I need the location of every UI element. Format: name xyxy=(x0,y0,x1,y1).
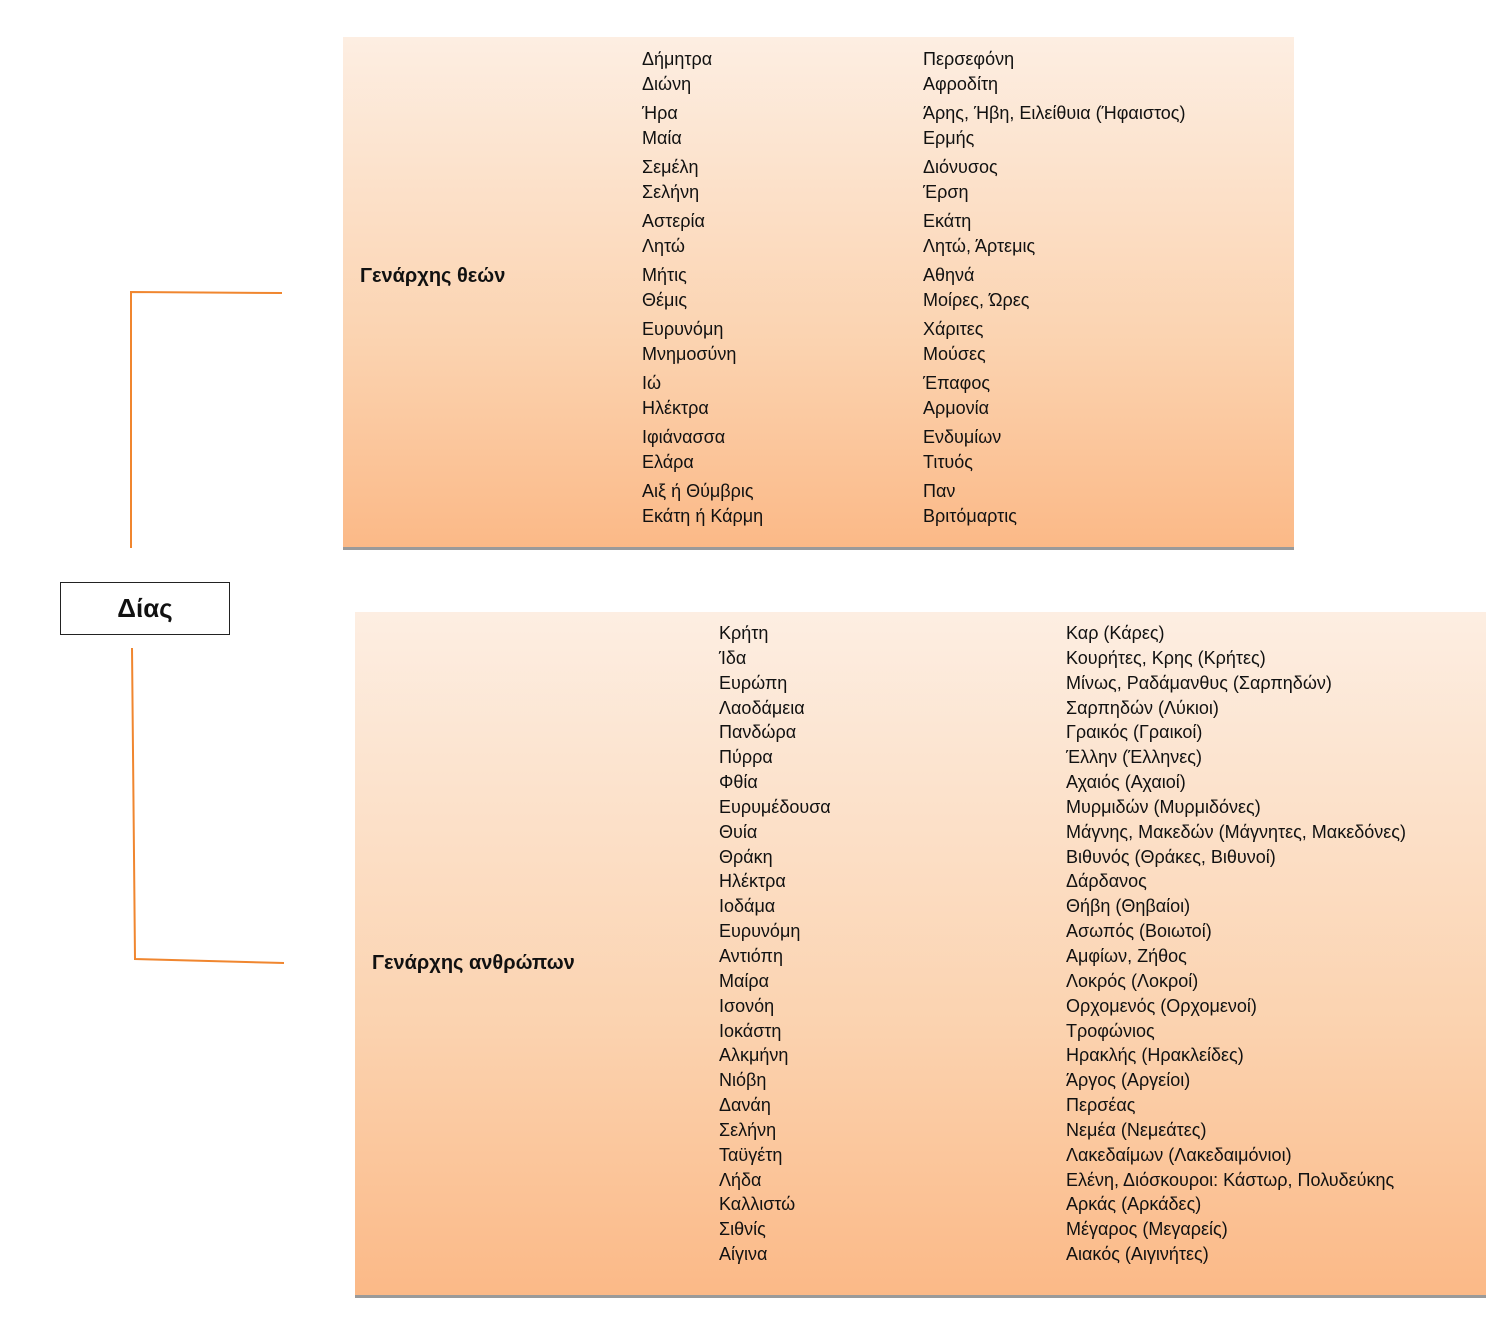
list-item: Μνημοσύνη xyxy=(642,344,737,364)
list-item: Περσεφόνη xyxy=(923,49,1015,69)
panel-gods-title: Γενάρχης θεών xyxy=(360,265,506,287)
list-item: Ίδα xyxy=(719,647,747,668)
list-item: Δανάη xyxy=(719,1095,771,1116)
list-item: Έλλην (Έλληνες) xyxy=(1066,747,1202,768)
list-item: Μαία xyxy=(642,128,682,148)
list-item: Ήρα xyxy=(642,103,678,123)
list-item: Έρση xyxy=(923,182,969,202)
list-item: Αθηνά xyxy=(923,265,975,285)
list-item: Πύρρα xyxy=(719,747,773,768)
list-item: Ιφιάνασσα xyxy=(642,427,726,447)
list-item: Φθία xyxy=(719,772,758,793)
list-item: Αρμονία xyxy=(923,398,990,418)
list-item: Ιώ xyxy=(642,373,662,393)
men-offspring-column xyxy=(1066,621,1406,1267)
list-item: Μαίρα xyxy=(719,970,770,991)
list-item: Ηλέκτρα xyxy=(719,871,786,892)
panel-men-title: Γενάρχης ανθρώπων xyxy=(372,952,575,974)
list-item: Ερμής xyxy=(923,128,975,148)
list-item: Λήδα xyxy=(719,1169,762,1190)
list-item: Λαοδάμεια xyxy=(719,697,805,718)
list-item: Ευρυνόμη xyxy=(642,319,724,339)
list-item: Αιξ ή Θύμβρις xyxy=(642,481,754,501)
list-item: Ευρώπη xyxy=(719,672,788,693)
list-item: Σεμέλη xyxy=(642,157,699,177)
list-item: Μέγαρος (Μεγαρείς) xyxy=(1066,1219,1228,1240)
list-item: Σελήνη xyxy=(642,182,700,202)
list-item: Νεμέα (Νεμεάτες) xyxy=(1066,1119,1207,1140)
connector-to-gods xyxy=(131,292,282,548)
list-item: Ευρυνόμη xyxy=(719,921,801,942)
list-item: Άρης, Ήβη, Ειλείθυια (Ήφαιστος) xyxy=(923,103,1186,123)
gods-mothers-column xyxy=(642,47,763,529)
root-node-zeus xyxy=(60,582,230,635)
list-item: Αρκάς (Αρκάδες) xyxy=(1066,1194,1202,1215)
list-item: Θέμις xyxy=(642,290,688,310)
list-item: Παν xyxy=(923,481,956,501)
list-item: Ασωπός (Βοιωτοί) xyxy=(1066,921,1212,942)
list-item: Πανδώρα xyxy=(719,722,797,743)
list-item: Αντιόπη xyxy=(719,945,783,966)
list-item: Μούσες xyxy=(923,344,986,364)
list-item: Αλκμήνη xyxy=(719,1045,789,1066)
list-item: Ηλέκτρα xyxy=(642,398,709,418)
list-item: Ιοδάμα xyxy=(719,896,776,917)
list-item: Εκάτη xyxy=(923,211,972,231)
list-item: Αιακός (Αιγινήτες) xyxy=(1066,1244,1209,1265)
men-mothers-column xyxy=(719,621,831,1267)
list-item: Αφροδίτη xyxy=(923,74,999,94)
list-item: Ισονόη xyxy=(719,995,775,1016)
panel-gods xyxy=(343,37,1294,550)
list-item: Θήβη (Θηβαίοι) xyxy=(1066,896,1191,917)
panel-men xyxy=(355,612,1486,1298)
list-item: Ελάρα xyxy=(642,452,694,472)
list-item: Καρ (Κάρες) xyxy=(1066,623,1165,643)
list-item: Θυία xyxy=(719,821,758,842)
list-item: Διώνη xyxy=(642,74,692,94)
list-item: Έπαφος xyxy=(923,373,991,393)
list-item: Νιόβη xyxy=(719,1070,767,1091)
list-item: Λοκρός (Λοκροί) xyxy=(1066,970,1199,991)
list-item: Γραικός (Γραικοί) xyxy=(1066,722,1203,743)
list-item: Αχαιός (Αχαιοί) xyxy=(1066,772,1186,793)
list-item: Μυρμιδών (Μυρμιδόνες) xyxy=(1066,796,1261,817)
list-item: Εκάτη ή Κάρμη xyxy=(642,506,764,526)
list-item: Αίγινα xyxy=(719,1244,768,1265)
root-label: Δίας xyxy=(117,593,173,623)
list-item: Ευρυμέδουσα xyxy=(719,796,831,817)
list-item: Ελένη, Διόσκουροι: Κάστωρ, Πολυδεύκης xyxy=(1066,1169,1395,1190)
list-item: Δάρδανος xyxy=(1066,871,1147,892)
list-item: Αστερία xyxy=(642,211,705,231)
list-item: Χάριτες xyxy=(923,319,984,339)
list-item: Άργος (Αργείοι) xyxy=(1066,1070,1191,1091)
list-item: Μάγνης, Μακεδών (Μάγνητες, Μακεδόνες) xyxy=(1066,821,1406,842)
list-item: Διόνυσος xyxy=(923,157,998,177)
list-item: Λακεδαίμων (Λακεδαιμόνιοι) xyxy=(1066,1144,1292,1165)
list-item: Μήτις xyxy=(642,265,687,285)
list-item: Αμφίων, Ζήθος xyxy=(1066,945,1187,966)
list-item: Δήμητρα xyxy=(642,49,713,69)
list-item: Κρήτη xyxy=(719,623,769,643)
gods-offspring-column xyxy=(923,47,1185,529)
list-item: Λητώ xyxy=(642,236,685,256)
list-item: Λητώ, Άρτεμις xyxy=(923,236,1036,256)
list-item: Βριτόμαρτις xyxy=(923,506,1017,526)
list-item: Σιθνίς xyxy=(719,1219,766,1240)
list-item: Τροφώνιος xyxy=(1066,1020,1155,1041)
list-item: Ηρακλής (Ηρακλείδες) xyxy=(1066,1045,1244,1066)
list-item: Βιθυνός (Θράκες, Βιθυνοί) xyxy=(1066,846,1276,867)
list-item: Τιτυός xyxy=(923,452,973,472)
list-item: Περσέας xyxy=(1066,1095,1136,1116)
list-item: Ιοκάστη xyxy=(719,1020,782,1041)
list-item: Μοίρες, Ώρες xyxy=(923,290,1030,310)
list-item: Ταϋγέτη xyxy=(719,1144,783,1165)
list-item: Ενδυμίων xyxy=(923,427,1002,447)
list-item: Κουρήτες, Κρης (Κρήτες) xyxy=(1066,647,1266,668)
list-item: Θράκη xyxy=(719,846,773,867)
connector-to-men xyxy=(132,648,284,963)
list-item: Μίνως, Ραδάμανθυς (Σαρπηδών) xyxy=(1066,672,1332,693)
list-item: Σελήνη xyxy=(719,1119,777,1140)
list-item: Σαρπηδών (Λύκιοι) xyxy=(1066,697,1219,718)
list-item: Ορχομενός (Ορχομενοί) xyxy=(1066,995,1257,1016)
list-item: Καλλιστώ xyxy=(719,1194,796,1215)
